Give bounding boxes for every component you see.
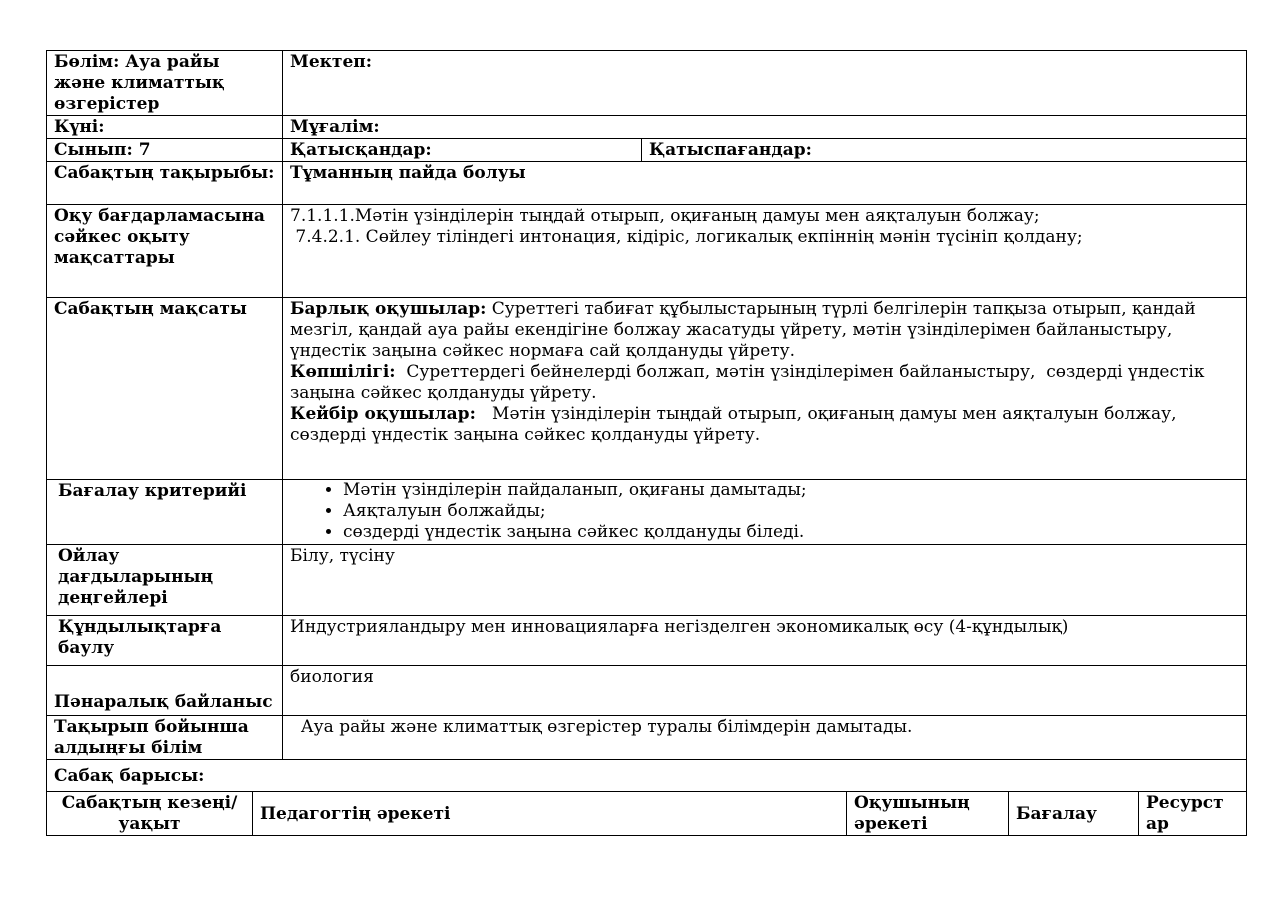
- prior-row: [47, 716, 1247, 760]
- topic-row: [47, 162, 1247, 205]
- aims-all-label: Барлық оқушылар:: [290, 299, 487, 319]
- objectives-label: Оқу бағдарламасына сәйкес оқыту мақсаттары: [47, 205, 283, 298]
- plan-student-header: Оқушының әрекеті: [847, 792, 1009, 836]
- values-row: [47, 616, 1247, 666]
- aims-most-label: Көпшілігі:: [290, 362, 396, 382]
- aims-label: Сабақтың мақсаты: [47, 298, 283, 480]
- thinking-value: Білу, түсіну: [283, 545, 1247, 616]
- class-row: [47, 139, 1247, 162]
- aims-most: [290, 362, 1239, 404]
- objectives-row: [47, 205, 1247, 298]
- prior-value: Ауа райы және климаттық өзгерістер туралы білімдерін дамытады.: [283, 716, 1247, 760]
- criteria-list: [290, 480, 1239, 543]
- cross-row: [47, 666, 1247, 716]
- section-row: [47, 51, 1247, 116]
- aims-some: [290, 404, 1239, 446]
- aims-all: [290, 299, 1239, 362]
- class-label: Сынып: 7: [47, 139, 283, 162]
- criteria-item: • сөздерді үндестік заңына сәйкес қолдануды біледі.: [343, 522, 1239, 543]
- absent-label: Қатыспағандар:: [642, 139, 1247, 162]
- school-label: Мектеп:: [283, 51, 1247, 116]
- topic-value: Тұманның пайда болуы: [283, 162, 1247, 205]
- progress-label: Сабақ барысы:: [47, 760, 1247, 792]
- criteria-item: • Аяқталуын болжайды;: [343, 501, 1239, 522]
- criteria-value: [283, 480, 1247, 545]
- plan-header-row: [47, 792, 1247, 836]
- plan-assessment-header: Бағалау: [1009, 792, 1139, 836]
- cross-value: биология: [283, 666, 1247, 716]
- values-label: Құндылықтарға баулу: [47, 616, 283, 666]
- objectives-value: [283, 205, 1247, 298]
- teacher-label: Мұғалім:: [283, 116, 1247, 139]
- topic-label: Сабақтың тақырыбы:: [47, 162, 283, 205]
- present-label: Қатысқандар:: [283, 139, 642, 162]
- criteria-row: [47, 480, 1247, 545]
- date-label: Күні:: [47, 116, 283, 139]
- plan-resources-header: Ресурст ар: [1139, 792, 1247, 836]
- progress-row: [47, 760, 1247, 792]
- section-label: Бөлім: Ауа райы және климаттық өзгерістер: [47, 51, 283, 116]
- objective-line-2: 7.4.2.1. Сөйлеу тіліндегі интонация, кідіріс, логикалық екпіннің мәнін түсініп қолдану;: [290, 227, 1083, 247]
- aims-row: [47, 298, 1247, 480]
- thinking-label: Ойлау дағдыларының деңгейлері: [47, 545, 283, 616]
- plan-teacher-header: Педагогтің әрекеті: [253, 792, 847, 836]
- values-value: Индустрияландыру мен инновацияларға негізделген экономикалық өсу (4-құндылық): [283, 616, 1247, 666]
- plan-header-table: [46, 791, 1247, 836]
- aims-value: [283, 298, 1247, 480]
- criteria-label: Бағалау критерийі: [47, 480, 283, 545]
- date-row: [47, 116, 1247, 139]
- cross-label: Пәнаралық байланыс: [47, 666, 283, 716]
- lesson-plan-page: [46, 50, 1246, 836]
- thinking-row: [47, 545, 1247, 616]
- plan-stage-header: Сабақтың кезеңі/ уақыт: [47, 792, 253, 836]
- prior-label: Тақырып бойынша алдыңғы білім: [47, 716, 283, 760]
- criteria-item: • Мәтін үзінділерін пайдаланып, оқиғаны дамытады;: [343, 480, 1239, 501]
- aims-most-text: Суреттердегі бейнелерді болжап, мәтін үзінділерімен байланыстыру, сөздерді үндестік заңына сәйкес қолдануды үйрету.: [290, 362, 1210, 403]
- aims-some-label: Кейбір оқушылар:: [290, 404, 476, 424]
- aims-all-text: Суреттегі табиғат құбылыстарының түрлі белгілерін тапқыза отырып, қандай мезгіл, қандай ауа райы екендігіне болжау жасатуды үйрету, мәтін үзінділерімен байланыстыру, үндестік заңына сәйкес нормаға сай қолдануды үйрету.: [290, 299, 1196, 361]
- objective-line-1: 7.1.1.1.Мәтін үзінділерін тыңдай отырып, оқиғаның дамуы мен аяқталуын болжау;: [290, 206, 1040, 226]
- aims-some-text: Мәтін үзінділерін тыңдай отырып, оқиғаның дамуы мен аяқталуын болжау, сөздерді үндестік заңына сәйкес қолдануды үйрету.: [290, 404, 1182, 445]
- lesson-plan-table: [46, 50, 1247, 792]
